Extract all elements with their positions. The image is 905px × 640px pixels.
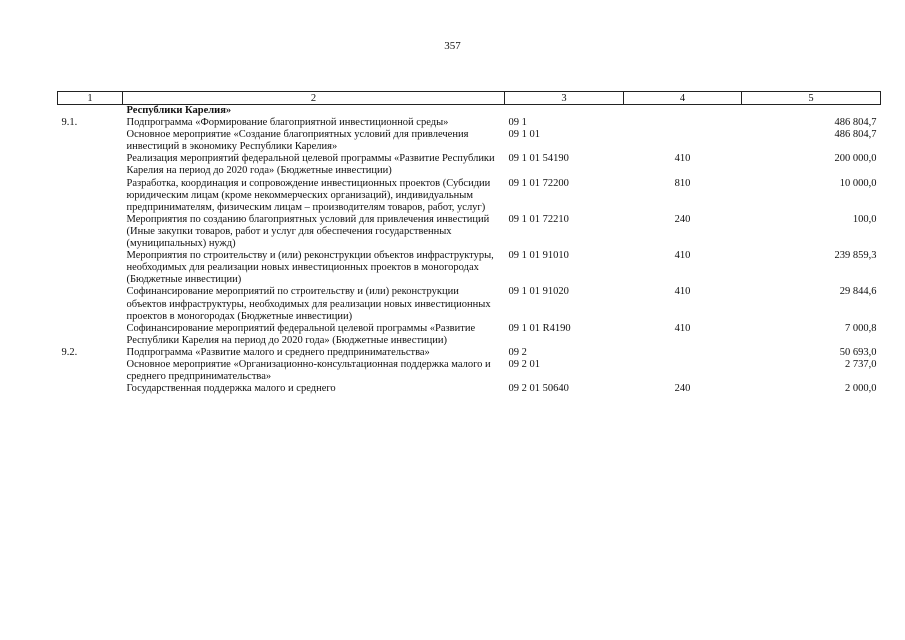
table-row <box>58 250 881 286</box>
row-name <box>123 105 505 118</box>
row-name-text: Подпрограмма «Развитие малого и среднего предпринимательства» <box>126 346 430 358</box>
row-number: 9.1. <box>61 117 78 129</box>
row-name <box>123 129 505 153</box>
table-row <box>58 323 881 347</box>
table-row <box>58 178 881 214</box>
row-name-text: Мероприятия по строительству и (или) реконструкции объектов инфраструктуры, необходимых для реализации новых инвестиционных проектов в моногородах (Бюджетные инвестиции) <box>126 250 494 286</box>
row-name <box>123 214 505 250</box>
page-number: 357 <box>444 40 461 52</box>
row-number <box>58 129 123 153</box>
row-expense-type: 810 <box>674 177 691 189</box>
row-expense-type: 410 <box>674 286 691 298</box>
row-name-text: Государственная поддержка малого и среднего <box>126 383 336 395</box>
row-amount: 200 000,0 <box>834 153 877 165</box>
row-name-text: Подпрограмма «Формирование благоприятной инвестиционной среды» <box>126 117 449 129</box>
column-header-2: 2 <box>123 92 505 105</box>
row-expense-type <box>624 359 742 383</box>
row-name <box>123 323 505 347</box>
header-row <box>58 92 881 105</box>
row-name-text: Мероприятия по созданию благоприятных условий для привлечения инвестиций (Иные закупки товаров, работ и услуг для обеспечения государственных (муниципальных) нужд) <box>126 213 490 250</box>
row-number <box>58 323 123 347</box>
row-amount: 100,0 <box>852 213 877 225</box>
row-expense-type: 240 <box>674 383 691 395</box>
row-name-text: Республики Карелия» <box>126 105 232 116</box>
row-code: 09 1 01 72210 <box>508 213 569 225</box>
row-code: 09 1 01 72200 <box>508 177 569 189</box>
row-code: 09 1 01 R4190 <box>508 322 571 334</box>
row-expense-type: 410 <box>674 250 691 262</box>
row-expense-type: 410 <box>674 153 691 165</box>
table-row <box>58 347 881 359</box>
row-name-text: Основное мероприятие «Организационно-консультационная поддержка малого и среднего предпринимательства» <box>126 358 491 383</box>
row-name <box>123 117 505 129</box>
table-row <box>58 117 881 129</box>
row-name-text: Реализация мероприятий федеральной целевой программы «Развитие Республики Карелия на период до 2020 года» (Бюджетные инвестиции) <box>126 153 495 177</box>
row-name <box>123 359 505 383</box>
row-expense-type <box>624 105 742 118</box>
row-amount: 10 000,0 <box>839 177 877 189</box>
row-amount: 29 844,6 <box>839 286 877 298</box>
row-expense-type <box>624 347 742 359</box>
row-name <box>123 383 505 395</box>
row-name <box>123 178 505 214</box>
row-amount: 486 804,7 <box>834 129 877 141</box>
column-header-5: 5 <box>742 92 881 105</box>
row-code: 09 2 01 50640 <box>508 383 569 395</box>
table-row <box>58 153 881 177</box>
row-name <box>123 153 505 177</box>
row-code: 09 1 01 91020 <box>508 286 569 298</box>
table-row <box>58 105 881 118</box>
row-name <box>123 250 505 286</box>
table-row <box>58 383 881 395</box>
row-code <box>505 105 624 118</box>
table-body <box>58 105 881 396</box>
table-row <box>58 214 881 250</box>
row-number: 9.2. <box>61 346 78 358</box>
table-row <box>58 129 881 153</box>
table-row <box>58 286 881 322</box>
row-expense-type <box>624 129 742 153</box>
row-number <box>58 383 123 395</box>
row-amount: 239 859,3 <box>834 250 877 262</box>
row-expense-type: 410 <box>674 322 691 334</box>
column-header-3: 3 <box>505 92 624 105</box>
row-expense-type: 240 <box>674 213 691 225</box>
budget-table <box>57 91 881 395</box>
row-name-text: Софинансирование мероприятий федеральной целевой программы «Развитие Республики Карелия на период до 2020 года» (Бюджетные инвестиции) <box>126 322 476 346</box>
row-name-text: Основное мероприятие «Создание благоприятных условий для привлечения инвестиций в экономику Республики Карелия» <box>126 129 469 153</box>
row-name <box>123 347 505 359</box>
row-code: 09 1 01 91010 <box>508 250 569 262</box>
column-header-1: 1 <box>58 92 123 105</box>
row-number <box>58 250 123 286</box>
row-number <box>58 214 123 250</box>
row-code: 09 1 01 <box>508 129 540 141</box>
row-number <box>58 359 123 383</box>
table-row <box>58 359 881 383</box>
row-amount: 2 000,0 <box>845 383 877 395</box>
row-code: 09 2 <box>508 346 527 358</box>
row-number <box>58 105 123 118</box>
row-amount: 2 737,0 <box>845 358 877 370</box>
row-amount: 7 000,8 <box>845 322 877 334</box>
row-name <box>123 286 505 322</box>
row-name-text: Софинансирование мероприятий по строительству и (или) реконструкции объектов инфраструктуры, необходимых для реализации новых инвестиционных проектов в моногородах (Бюджетные инвестиции) <box>126 286 491 322</box>
row-amount: 486 804,7 <box>834 117 877 129</box>
row-amount: 50 693,0 <box>839 346 877 358</box>
table-header <box>58 92 881 105</box>
row-amount <box>742 105 881 118</box>
row-expense-type <box>624 117 742 129</box>
row-code: 09 2 01 <box>508 358 540 370</box>
row-number <box>58 178 123 214</box>
row-number <box>58 153 123 177</box>
row-code: 09 1 <box>508 117 527 129</box>
row-code: 09 1 01 54190 <box>508 153 569 165</box>
column-header-4: 4 <box>624 92 742 105</box>
row-name-text: Разработка, координация и сопровождение инвестиционных проектов (Субсидии юридическим лицам (кроме некоммерческих организаций), индивидуальным предпринимателям, физическим лицам – производителям товаров, работ, услуг) <box>126 177 491 213</box>
row-number <box>58 286 123 322</box>
